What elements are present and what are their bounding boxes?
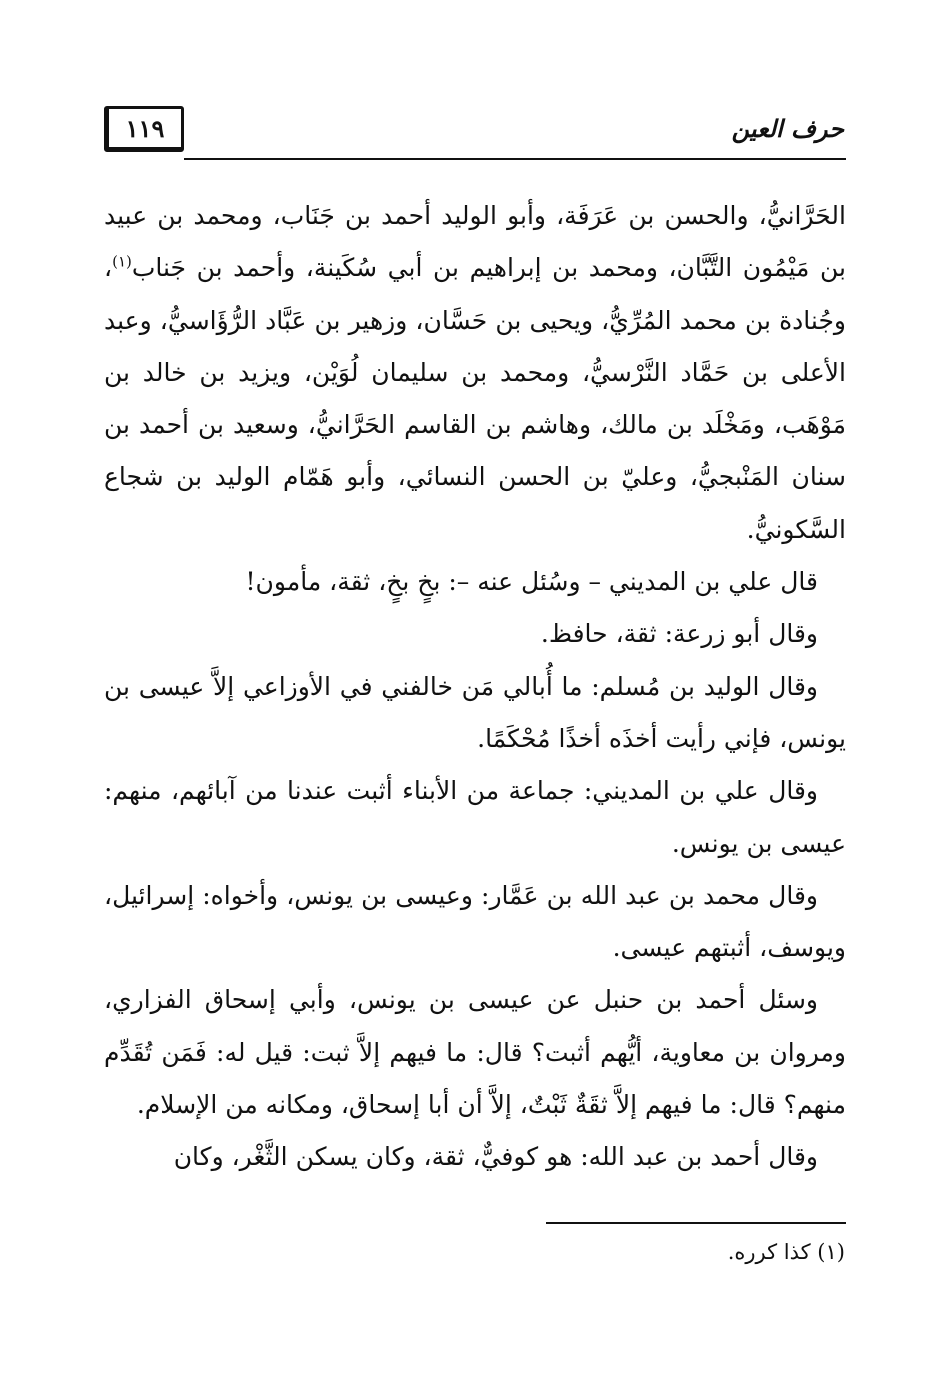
paragraph-4: وقال الوليد بن مُسلم: ما أُبالي مَن خالفني في الأوزاعي إلاَّ عيسى بن يونس، فإني رأيت أخذَه أخذًا مُحْكَمًا.	[104, 671, 846, 753]
page-number: ١١٩	[104, 106, 184, 152]
paragraph-8: وقال أحمد بن عبد الله: هو كوفيٌّ، ثقة، وكان يسكن الثَّغْر، وكان	[173, 1142, 818, 1172]
footnote: (١) كذا كرره.	[727, 1240, 845, 1264]
footnote-reference: (١)	[112, 252, 132, 271]
paragraph-3: وقال أبو زرعة: ثقة، حافظ.	[540, 619, 818, 649]
page-header	[104, 104, 846, 162]
paragraph-5: وقال علي بن المديني: جماعة من الأبناء أثبت عندنا من آبائهم، منهم: عيسى بن يونس.	[104, 776, 846, 858]
main-text	[104, 190, 846, 1184]
paragraph-text: الحَرَّانيُّ، والحسن بن عَرَفَة، وأبو الوليد أحمد بن جَنَاب، ومحمد بن عبيد بن مَيْمُون التَّبَّان، ومحمد بن إبراهيم بن أبي سُكَينة، وأحمد بن جَناب	[104, 201, 846, 283]
paragraph-1	[104, 190, 846, 556]
footnote-rule	[546, 1222, 846, 1224]
paragraph-text: ، وجُنادة بن محمد المُرِّيُّ، ويحيى بن حَسَّان، وزهير بن عَبَّاد الرُّؤَاسيُّ، وعبد الأعلى بن حَمَّاد النَّرْسيُّ، ومحمد بن سليمان لُوَيْن، ويزيد بن خالد بن مَوْهَب، ومَخْلَد بن مالك، وهاشم بن القاسم الحَرَّانيُّ، وسعيد بن أحمد بن سنان المَنْبجيُّ، وعليّ بن الحسن النسائي، وأبو هَمّام الوليد بن شجاع السَّكونيُّ.	[104, 253, 847, 544]
paragraph-7: وسئل أحمد بن حنبل عن عيسى بن يونس، وأبي إسحاق الفزاري، ومروان بن معاوية، أيُّهم أثبت؟ قال: ما فيهم إلاَّ ثبت: قيل له: فَمَن تُقَدِّم منهم؟ قال: ما فيهم إلاَّ ثقَةٌ ثَبْتٌ، إلاَّ أن أبا إسحاق، ومكانه من الإسلام.	[104, 985, 846, 1120]
running-title: حرف العين	[731, 114, 844, 143]
paragraph-6: وقال محمد بن عبد الله بن عَمَّار: وعيسى بن يونس، وأخواه: إسرائيل، ويوسف، أثبتهم عيسى.	[104, 880, 846, 963]
header-rule	[184, 158, 846, 160]
paragraph-2: قال علي بن المديني – وسُئل عنه –: بخٍ بخٍ، ثقة، مأمون!	[245, 567, 818, 597]
